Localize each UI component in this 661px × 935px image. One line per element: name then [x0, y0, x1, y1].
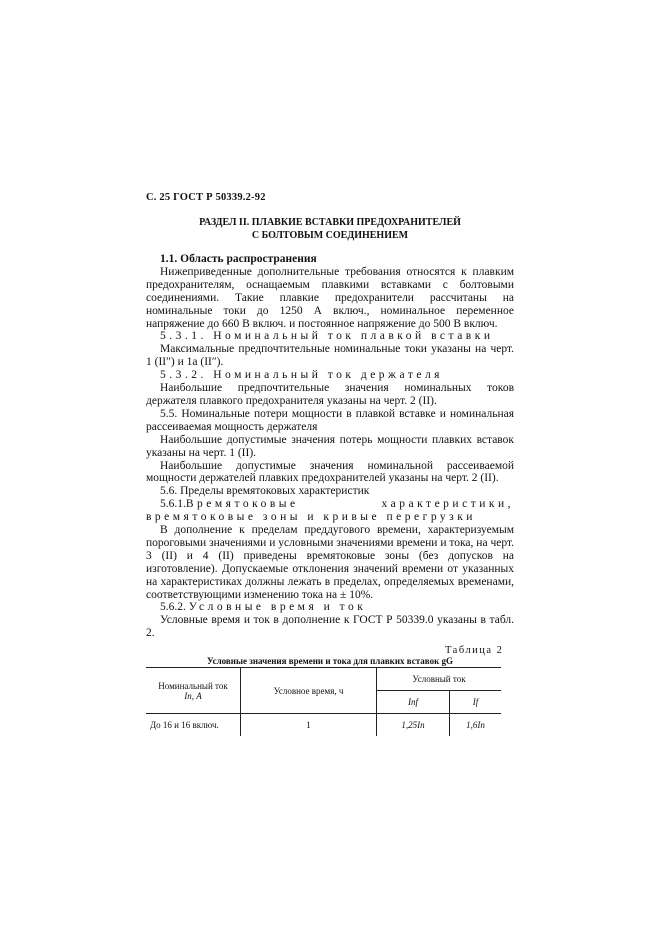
header-rated-current-line2: In, А [184, 690, 202, 701]
header-inf: Inf [377, 691, 450, 714]
clause-5-6-2-number: 5.6.2. [160, 601, 186, 614]
header-conventional-time: Условное время, ч [241, 668, 377, 714]
page-header: С. 25 ГОСТ Р 50339.2-92 [146, 192, 266, 203]
table-title: Условные значения времени и тока для плавких вставок gG [206, 656, 454, 666]
cell-current-range: До 16 и 16 включ. [146, 714, 241, 737]
clause-5-3-2-text: Наибольшие предпочтительные значения номинальных токов держателя плавкого предохранителя указаны на черт. 2 (II). [146, 382, 514, 407]
clause-5-6-1-title: Времятоковые характеристики, времятоковые зоны и кривые перегрузки [146, 498, 514, 524]
clause-5-6-2-title: Условные время и ток [188, 601, 367, 614]
clause-5-3-2-heading: 5.3.2. Номинальный ток держателя [160, 369, 443, 382]
cell-if: 1,6In [450, 714, 502, 737]
clause-5-5-text-1: Наибольшие допустимые значения потерь мощности плавких вставок указаны на черт. 1 (II). [146, 433, 514, 459]
clause-1-1-heading: 1.1. Область распространения [160, 253, 317, 265]
clause-5-3-1-text: Максимальные предпочтительные номинальные токи указаны на черт. 1 (II″) и 1а (II″). [146, 343, 514, 369]
header-rated-current [146, 668, 241, 714]
clause-5-6-1-text: В дополнение к пределам преддугового времени, характеризуемым пороговыми значениями и условными значениями времени и тока, на черт. 3 (II) и 4 (II) приведены времятоковые зоны (без допусков на изготовление). Допускаемые отклонения значений времени от указанных на характеристиках должны лежать в пределах, определяемых временами, соответствующими изменению тока на ± 10%. [146, 524, 514, 601]
cell-inf: 1,25In [377, 714, 450, 737]
cell-time: 1 [241, 714, 377, 737]
clause-5-3-1-heading: 5.3.1. Номинальный ток плавкой вставки [160, 330, 494, 343]
section-subtitle: С БОЛТОВЫМ СОЕДИНЕНИЕМ [251, 230, 409, 241]
conditional-values-table [146, 667, 501, 736]
document-body [146, 253, 514, 640]
clause-5-6-1-heading [146, 498, 514, 524]
header-if: If [450, 691, 502, 714]
clause-5-6-1-number: 5.6.1. [160, 498, 186, 511]
section-title: РАЗДЕЛ II. ПЛАВКИЕ ВСТАВКИ ПРЕДОХРАНИТЕЛЕЙ [199, 217, 461, 228]
clause-5-6-heading: 5.6. Пределы времятоковых характеристик [160, 485, 370, 498]
table-row [146, 714, 501, 737]
header-conventional-current: Условный ток [377, 668, 502, 691]
clause-5-6-2-text: Условные время и ток в дополнение к ГОСТ Р 50339.0 указаны в табл. 2. [146, 614, 514, 640]
clause-5-5-text-2: Наибольшие допустимые значения номинальной рассеиваемой мощности держателей плавких предохранителей указаны на черт. 2 (II). [146, 459, 514, 485]
table-caption: Таблица 2 [445, 645, 504, 656]
clause-1-1-text: Нижеприведенные дополнительные требования относятся к плавким предохранителям, оснащаемым плавкими вставками с болтовыми соединениями. Такие плавкие предохранители рассчитаны на номинальные токи до 1250 А включ., номинальное переменное напряжение до 660 В включ. и постоянное напряжение до 500 В включ. [146, 265, 514, 330]
clause-5-5-heading: 5.5. Номинальные потери мощности в плавкой вставке и номинальная рассеиваемая мощность держателя [146, 407, 514, 433]
clause-5-6-2-heading [146, 601, 514, 614]
header-rated-current-line1: Номинальный ток [158, 680, 228, 691]
table-header-row [146, 668, 501, 691]
